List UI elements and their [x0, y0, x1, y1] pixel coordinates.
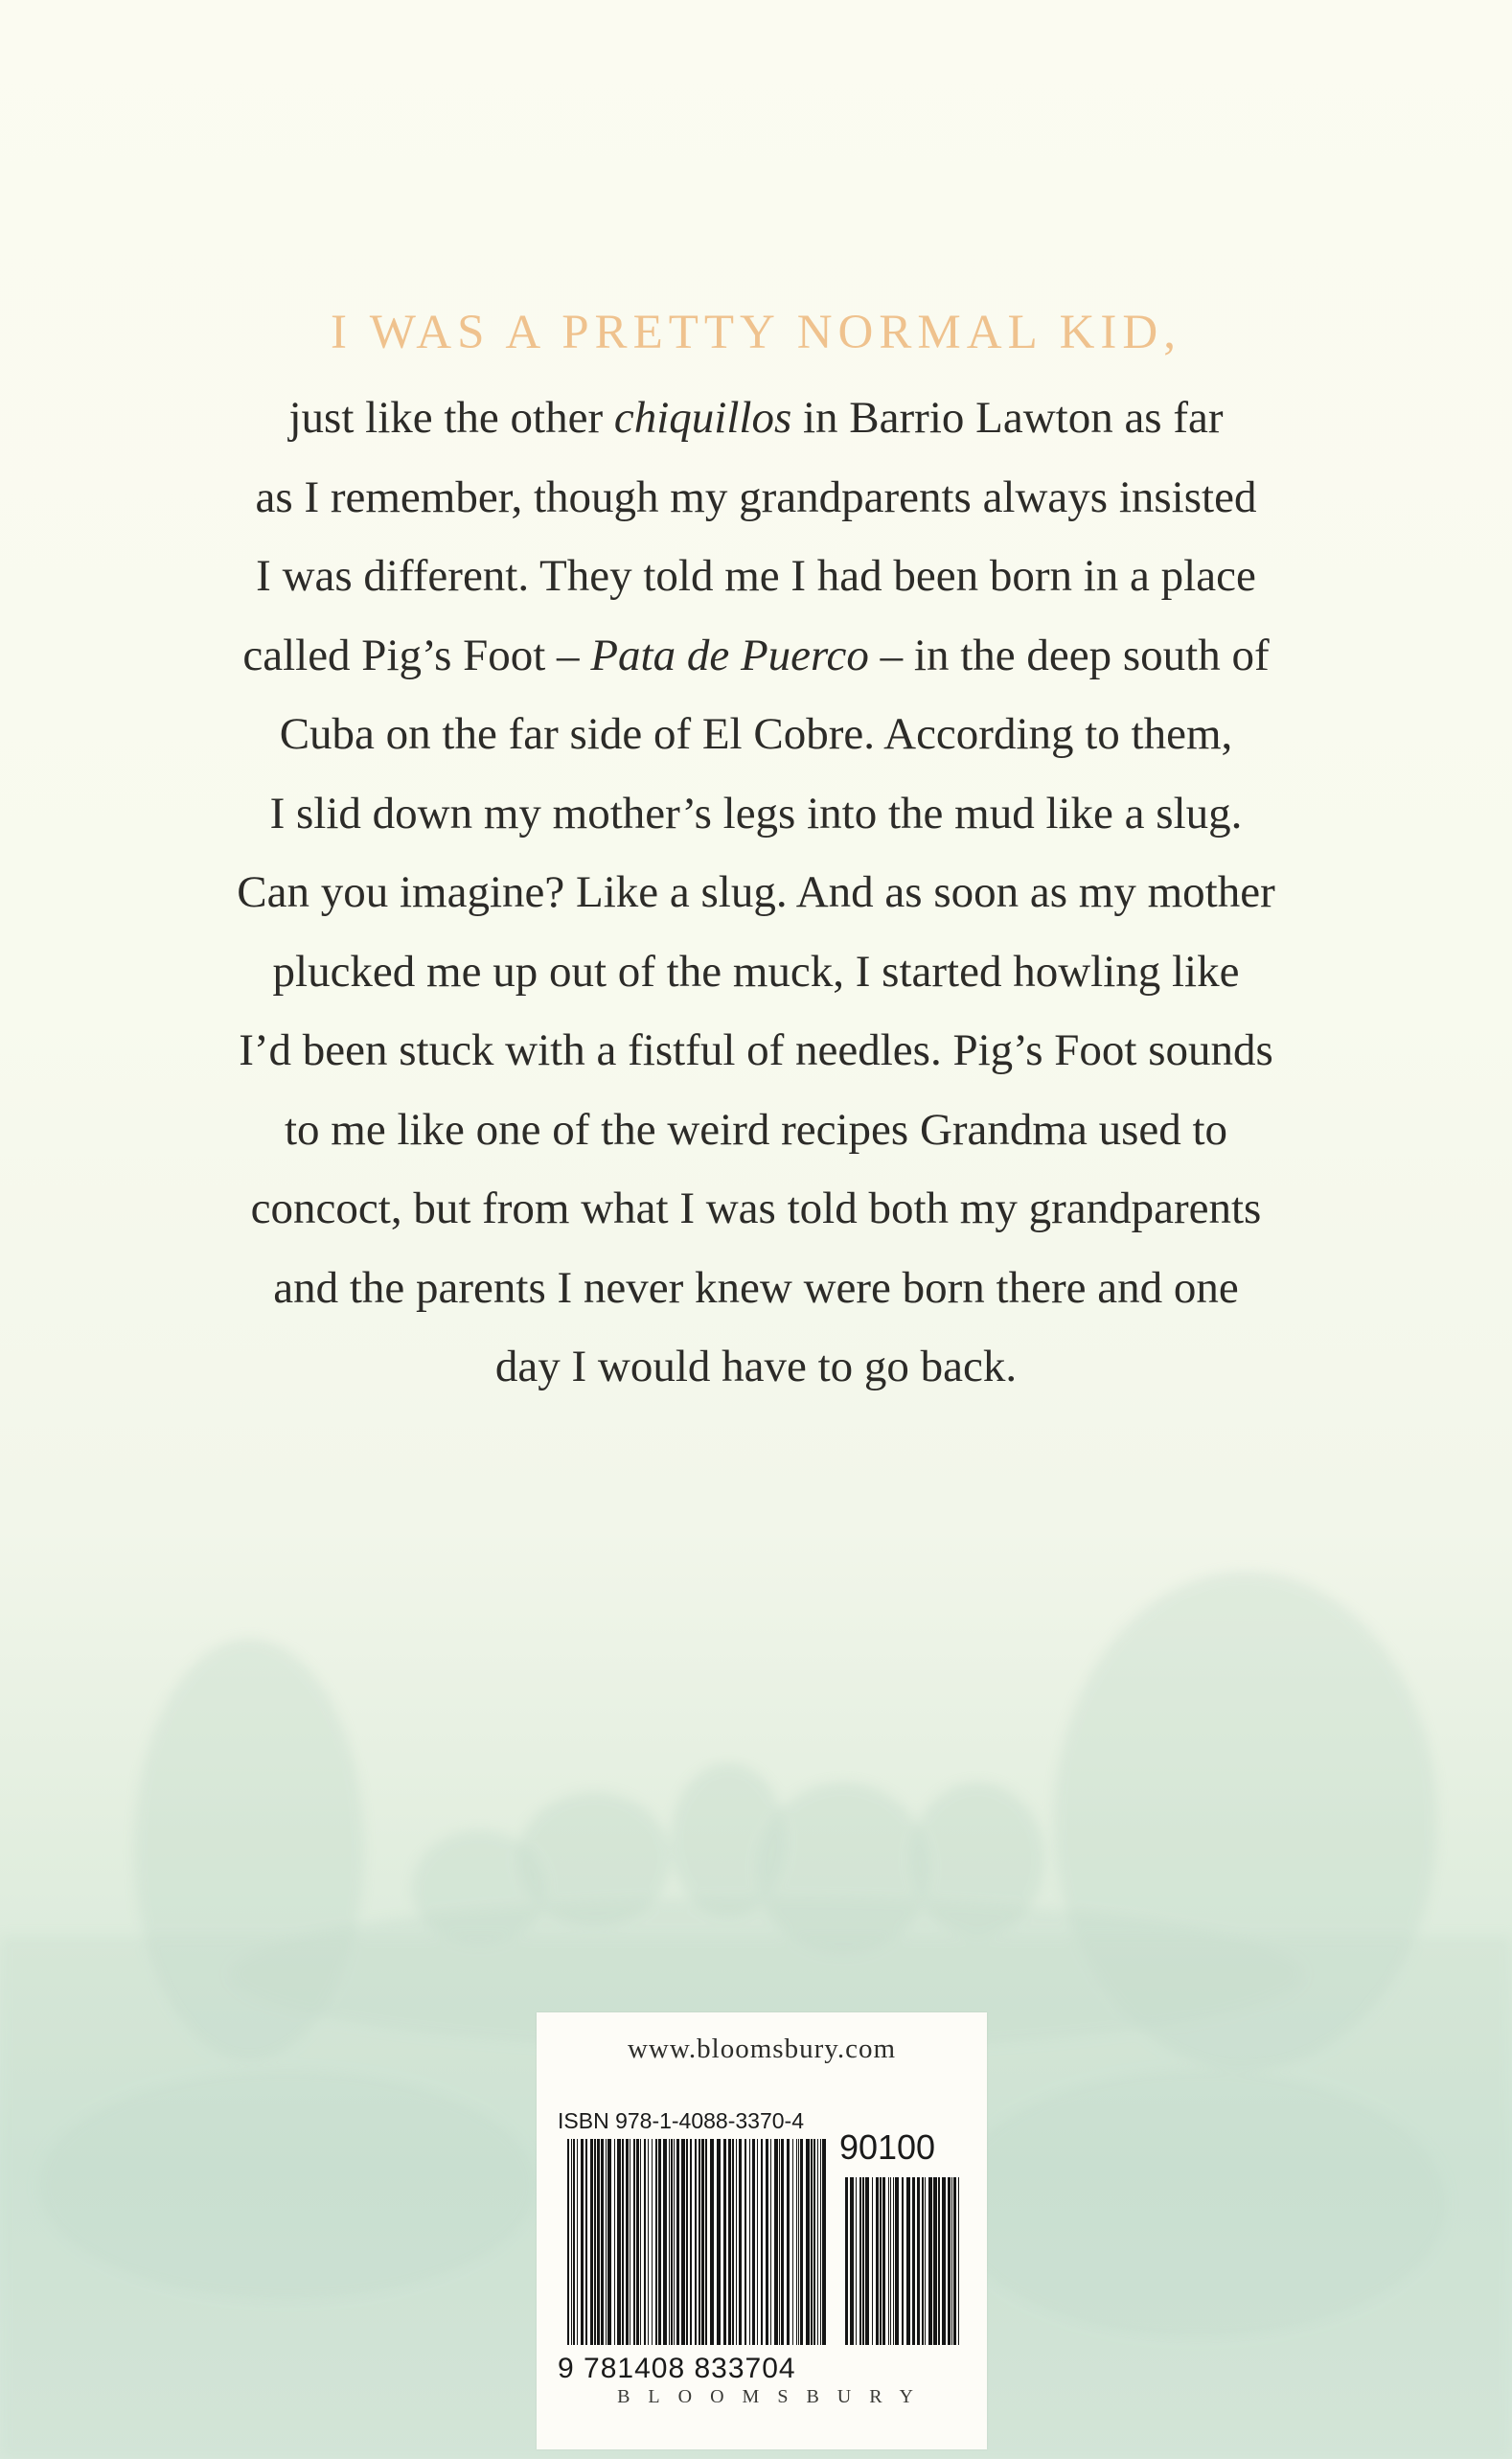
barcode-bar [699, 2139, 700, 2345]
barcode-bar [581, 2139, 584, 2345]
barcode-bar [674, 2139, 675, 2345]
blurb-line [0, 458, 1512, 538]
price-code: 90100 [838, 2127, 936, 2167]
barcode-bar [681, 2139, 685, 2345]
barcode-bar [732, 2139, 734, 2345]
text-run: I was different. They told me I had been born in a place [256, 551, 1256, 601]
barcode-bar [652, 2139, 653, 2345]
barcode-bar [792, 2139, 793, 2345]
barcode-bar [948, 2177, 951, 2345]
barcode-bar [655, 2139, 657, 2345]
publisher-name: BLOOMSBURY [617, 2386, 931, 2407]
barcode-bar [865, 2177, 869, 2345]
website-url: www.bloomsbury.com [627, 2034, 897, 2064]
barcode-bar [749, 2139, 750, 2345]
isbn-text: ISBN 978-1-4088-3370-4 [558, 2108, 804, 2133]
barcode-bar [701, 2139, 704, 2345]
text-run: – in the deep south of [868, 630, 1270, 680]
barcode-bar [710, 2139, 714, 2345]
barcode-bar [606, 2139, 607, 2345]
barcode-bar [648, 2139, 649, 2345]
blurb-line [0, 1169, 1512, 1249]
barcode-image [558, 2139, 970, 2359]
barcode-bar [739, 2139, 742, 2345]
text-run: Cuba on the far side of El Cobre. According to them, [279, 709, 1233, 759]
barcode-bar [663, 2139, 667, 2345]
barcode-bar [597, 2139, 600, 2345]
barcode-bar [811, 2139, 813, 2345]
barcode-bar [953, 2177, 956, 2345]
blurb-line [0, 932, 1512, 1012]
barcode-bar [658, 2139, 661, 2345]
barcode-bar [850, 2177, 854, 2345]
blurb-line [0, 616, 1512, 696]
barcode-bar [942, 2177, 946, 2345]
barcode-bar [806, 2139, 810, 2345]
barcode-bar [761, 2139, 763, 2345]
barcode-bar [796, 2139, 797, 2345]
barcode-digits: 9 781408 833704 [558, 2353, 796, 2384]
barcode-bar [912, 2177, 915, 2345]
barcode-bar [567, 2139, 569, 2345]
barcode-bar [938, 2177, 940, 2345]
text-run: in Barrio Lawton as far [791, 393, 1224, 443]
barcode-bar [607, 2139, 611, 2345]
text-run: day I would have to go back. [494, 1342, 1018, 1391]
blurb-line [0, 1091, 1512, 1170]
barcode-bar [779, 2139, 780, 2345]
barcode-bar [893, 2177, 894, 2345]
barcode-bar [676, 2139, 679, 2345]
barcode-bar [745, 2139, 746, 2345]
headline: I WAS A PRETTY NORMAL KID, [331, 306, 1181, 359]
barcode-bar [622, 2139, 624, 2345]
barcode-bar [774, 2139, 778, 2345]
barcode-bar [571, 2139, 572, 2345]
blurb-line [0, 379, 1512, 458]
barcode-bar [705, 2139, 707, 2345]
barcode-bar [787, 2139, 790, 2345]
text-run: just like the other [288, 393, 614, 443]
barcode-bar [880, 2177, 882, 2345]
blurb-line [0, 774, 1512, 854]
barcode-bar [862, 2177, 864, 2345]
barcode-bar [872, 2177, 873, 2345]
barcode-bar [614, 2139, 615, 2345]
blurb-line [0, 853, 1512, 932]
barcode-bar [895, 2177, 899, 2345]
barcode-bar [636, 2139, 639, 2345]
barcode-label [537, 2012, 987, 2449]
barcode-bar [933, 2177, 937, 2345]
barcode-bar [781, 2139, 784, 2345]
text-run: plucked me up out of the muck, I started howling like [272, 946, 1240, 997]
text-run: Can you imagine? Like a slug. And as soon as my mother [237, 867, 1275, 917]
text-run: I’d been stuck with a fistful of needles. Pig’s Foot sounds [239, 1025, 1273, 1075]
barcode-bar [690, 2139, 692, 2345]
barcode-bar [723, 2139, 726, 2345]
barcode-bar [766, 2139, 768, 2345]
barcode-bar [917, 2177, 920, 2345]
barcode-bar [728, 2139, 731, 2345]
barcode-bar [800, 2139, 803, 2345]
blurb-line [0, 695, 1512, 774]
barcode-bar [876, 2177, 879, 2345]
barcode-bar [617, 2139, 621, 2345]
barcode-bar [686, 2139, 688, 2345]
barcode-bar [906, 2177, 910, 2345]
italic-phrase: Pata de Puerco [590, 630, 869, 680]
barcode-bar [798, 2139, 799, 2345]
barcode-bar [813, 2139, 815, 2345]
text-run: concoct, but from what I was told both my grandparents [250, 1184, 1262, 1233]
barcode-bar [671, 2139, 673, 2345]
barcode-bar [922, 2177, 924, 2345]
barcode-bar [695, 2139, 697, 2345]
barcode-bar [717, 2139, 721, 2345]
barcode-bar [669, 2139, 670, 2345]
text-run: called Pig’s Foot – [242, 630, 591, 680]
barcode-bar [736, 2139, 737, 2345]
italic-phrase: chiquillos [613, 393, 792, 443]
barcode-bar [577, 2139, 578, 2345]
barcode-bar [633, 2139, 635, 2345]
barcode-bar [573, 2139, 575, 2345]
barcode-bar [644, 2139, 646, 2345]
barcode-bar [822, 2139, 826, 2345]
barcode-bar [928, 2177, 932, 2345]
barcode-bar [817, 2139, 818, 2345]
barcode-bar [626, 2139, 629, 2345]
barcode-bar [882, 2177, 885, 2345]
barcode-bar [902, 2177, 904, 2345]
text-run: to me like one of the weird recipes Grandma used to [284, 1104, 1228, 1155]
barcode-bar [888, 2177, 889, 2345]
barcode-bar [585, 2139, 587, 2345]
text-run: and the parents I never knew were born there and one [273, 1262, 1239, 1313]
blurb-text [0, 379, 1512, 1407]
barcode-bar [845, 2177, 848, 2345]
barcode-bar [859, 2177, 861, 2345]
blurb-line [0, 1249, 1512, 1328]
barcode-bar [590, 2139, 593, 2345]
text-run: I slid down my mother’s legs into the mud like a slug. [269, 788, 1243, 839]
barcode-bar [925, 2177, 926, 2345]
barcode-bar [770, 2139, 771, 2345]
barcode-bar [820, 2139, 821, 2345]
blurb-line [0, 1011, 1512, 1091]
barcode-bar [594, 2139, 596, 2345]
blurb-line [0, 1327, 1512, 1407]
text-run: as I remember, though my grandparents always insisted [255, 471, 1257, 522]
barcode-bar [856, 2177, 857, 2345]
barcode-bar [752, 2139, 755, 2345]
barcode-bar [757, 2139, 758, 2345]
barcode-bar [640, 2139, 641, 2345]
barcode-bar [601, 2139, 604, 2345]
barcode-bar [958, 2177, 959, 2345]
barcode-bar [890, 2177, 891, 2345]
blurb-line [0, 537, 1512, 616]
barcode-bar [951, 2177, 952, 2345]
